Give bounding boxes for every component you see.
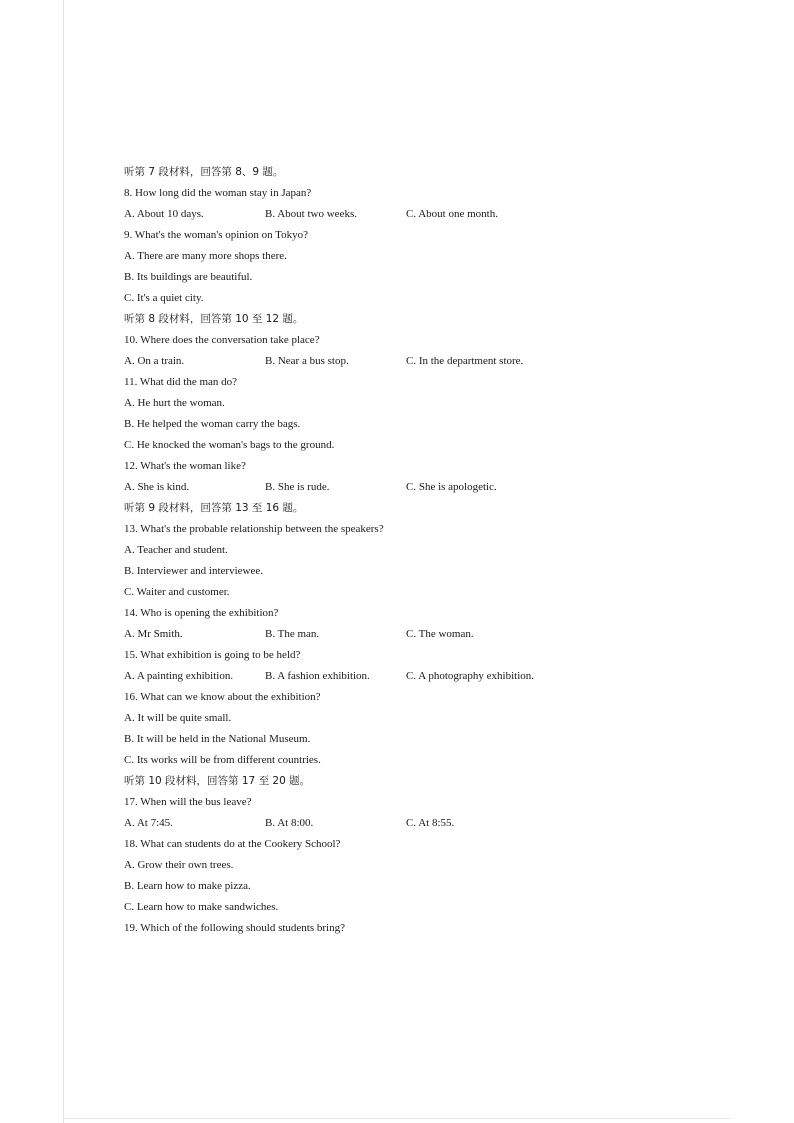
option-b: B. The man. <box>265 628 320 640</box>
option-c: C. A photography exhibition. <box>406 670 535 682</box>
question-text: 13. What's the probable relationship between the speakers? <box>124 523 384 535</box>
question-text: 15. What exhibition is going to be held? <box>124 649 301 661</box>
option-c: C. She is apologetic. <box>406 481 497 493</box>
option-b: B. She is rude. <box>265 481 330 493</box>
options-row <box>124 813 684 834</box>
option-a: A. Grow their own trees. <box>124 859 234 871</box>
option-b: B. A fashion exhibition. <box>265 670 370 682</box>
question-text: 17. When will the bus leave? <box>124 796 252 808</box>
option-a: A. She is kind. <box>124 481 190 493</box>
section-heading: 听第 7 段材料，回答第 8、9 题。 <box>124 166 284 178</box>
option-a: A. A painting exhibition. <box>124 670 234 682</box>
options-row <box>124 477 684 498</box>
page-edge-bottom <box>63 1118 731 1119</box>
question-text: 18. What can students do at the Cookery School? <box>124 838 341 850</box>
option-b: B. Interviewer and interviewee. <box>124 565 263 577</box>
section-heading: 听第 9 段材料，回答第 13 至 16 题。 <box>124 502 304 514</box>
option-b: B. He helped the woman carry the bags. <box>124 418 301 430</box>
question-text: 9. What's the woman's opinion on Tokyo? <box>124 229 308 241</box>
question-text: 8. How long did the woman stay in Japan? <box>124 187 312 199</box>
option-c: C. At 8:55. <box>406 817 455 829</box>
section-heading: 听第 10 段材料，回答第 17 至 20 题。 <box>124 775 311 787</box>
question-text: 12. What's the woman like? <box>124 460 246 472</box>
page-edge-left <box>63 0 64 1123</box>
option-c: C. It's a quiet city. <box>124 292 204 304</box>
option-b: B. Learn how to make pizza. <box>124 880 251 892</box>
section-heading: 听第 8 段材料，回答第 10 至 12 题。 <box>124 313 304 325</box>
option-b: B. About two weeks. <box>265 208 357 220</box>
question-text: 16. What can we know about the exhibition? <box>124 691 321 703</box>
question-text: 19. Which of the following should students bring? <box>124 922 345 934</box>
option-b: B. It will be held in the National Museum. <box>124 733 311 745</box>
option-a: A. He hurt the woman. <box>124 397 225 409</box>
option-a: A. About 10 days. <box>124 208 204 220</box>
option-a: A. There are many more shops there. <box>124 250 287 262</box>
option-a: A. On a train. <box>124 355 185 367</box>
option-a: A. Mr Smith. <box>124 628 183 640</box>
option-c: C. Learn how to make sandwiches. <box>124 901 279 913</box>
options-row <box>124 624 684 645</box>
option-c: C. The woman. <box>406 628 474 640</box>
option-b: B. Near a bus stop. <box>265 355 349 367</box>
option-c: C. Waiter and customer. <box>124 586 230 598</box>
question-text: 10. Where does the conversation take place? <box>124 334 320 346</box>
option-c: C. Its works will be from different countries. <box>124 754 321 766</box>
options-row <box>124 666 684 687</box>
options-row <box>124 351 684 372</box>
option-a: A. It will be quite small. <box>124 712 232 724</box>
listening-questions <box>124 162 684 939</box>
question-text: 14. Who is opening the exhibition? <box>124 607 279 619</box>
option-b: B. Its buildings are beautiful. <box>124 271 253 283</box>
options-row <box>124 204 684 225</box>
option-a: A. At 7:45. <box>124 817 173 829</box>
option-c: C. In the department store. <box>406 355 524 367</box>
option-b: B. At 8:00. <box>265 817 314 829</box>
question-text: 11. What did the man do? <box>124 376 238 388</box>
option-c: C. About one month. <box>406 208 498 220</box>
option-c: C. He knocked the woman's bags to the ground. <box>124 439 335 451</box>
option-a: A. Teacher and student. <box>124 544 228 556</box>
